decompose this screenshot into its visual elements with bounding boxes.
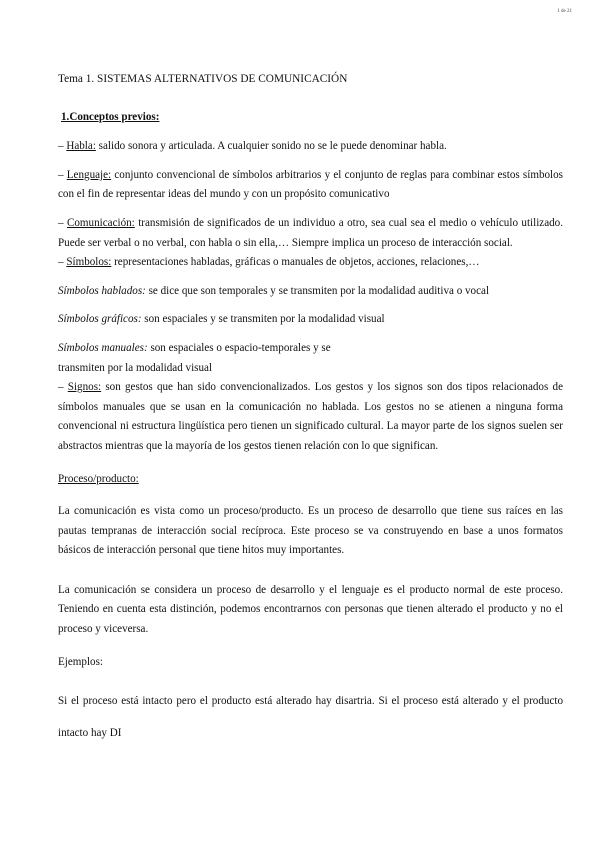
definition-manuales-cont: transmiten por la modalidad visual [58,361,213,374]
paragraph-proceso-2: La comunicación se considera un proceso de desarrollo y el lenguaje es el producto normal de este proceso. Teniendo en cuenta esta distinción, podemos encontrarnos con personas que tienen alterado el producto y no el proceso y viceversa. [58,583,563,636]
definition-hablados [58,282,563,302]
term-signos: Signos: [67,381,102,394]
term-habla: Habla: [66,140,96,153]
definition-habla [58,137,563,157]
def-simbolos: representaciones habladas, gráficas o manuales de objetos, acciones, relaciones,… [111,256,480,269]
term-comunicacion: Comunicación: [66,216,135,229]
dash-marker: – [58,381,64,394]
proceso-heading: Proceso/producto: [58,472,139,485]
def-manuales: son espaciales o espacio-temporales y se [147,341,331,354]
definition-comunicacion [58,214,563,253]
term-hablados: Símbolos hablados: [58,284,146,297]
document-body [58,70,563,749]
term-manuales: Símbolos manuales: [58,341,148,354]
paragraph-proceso-1: La comunicación es vista como un proceso/producto. Es un proceso de desarrollo que tiene sus raíces en las pautas tempranas de interacción social recíproca. Este proceso se va construyendo en base a unos formatos básicos de interacción personal que tiene hitos muy importantes. [58,505,563,557]
term-graficos: Símbolos gráficos: [58,313,142,326]
dash-marker: – [58,168,64,181]
dash-marker: – [58,140,64,153]
def-comunicacion: transmisión de significados de un individuo a otro, sea cual sea el medio o vehículo utilizado. Puede ser verbal o no verbal, con habla o sin ella,… Siempre implica un proceso de interacción social. [58,216,564,249]
dash-marker: – [58,216,64,229]
def-signos: son gestos que han sido convencionalizados. Los gestos y los signos son dos tipos relacionados de símbolos manuales que se usan en la comunicación no hablada. Los gestos no se atienen a ninguna forma convencional ni estructura lingüística pero tienen un significado cultural. La mayor parte de los signos suelen ser abstractos mientras que la mayoría de los gestos tienen relación con lo que significan. [58,381,563,452]
term-simbolos: Símbolos: [66,256,112,269]
def-habla: salido sonora y articulada. A cualquier sonido no se le puede denominar habla. [95,140,447,153]
definition-graficos [58,310,563,330]
definition-signos [58,378,563,456]
def-lenguaje: conjunto convencional de símbolos arbitrarios y el conjunto de reglas para combinar estos símbolos con el fin de representar ideas del mundo y con un propósito comunicativo [58,168,563,201]
ejemplos-label: Ejemplos: [58,655,103,668]
term-lenguaje: Lenguaje: [66,168,112,181]
section-heading: 1.Conceptos previos: [61,110,160,123]
ejemplo-text: Si el proceso está intacto pero el producto está alterado hay disartria. Si el proceso está alterado y el producto intacto hay DI [58,695,563,740]
document-title: Tema 1. SISTEMAS ALTERNATIVOS DE COMUNICACIÓN [58,73,348,85]
def-graficos: son espaciales y se transmiten por la modalidad visual [141,313,385,326]
dash-marker: – [58,256,64,269]
definition-lenguaje [58,166,563,205]
definition-manuales [58,339,563,359]
def-hablados: se dice que son temporales y se transmiten por la modalidad auditiva o vocal [145,284,490,297]
definition-simbolos [58,253,563,273]
page-number: 1 de 21 [557,9,572,14]
